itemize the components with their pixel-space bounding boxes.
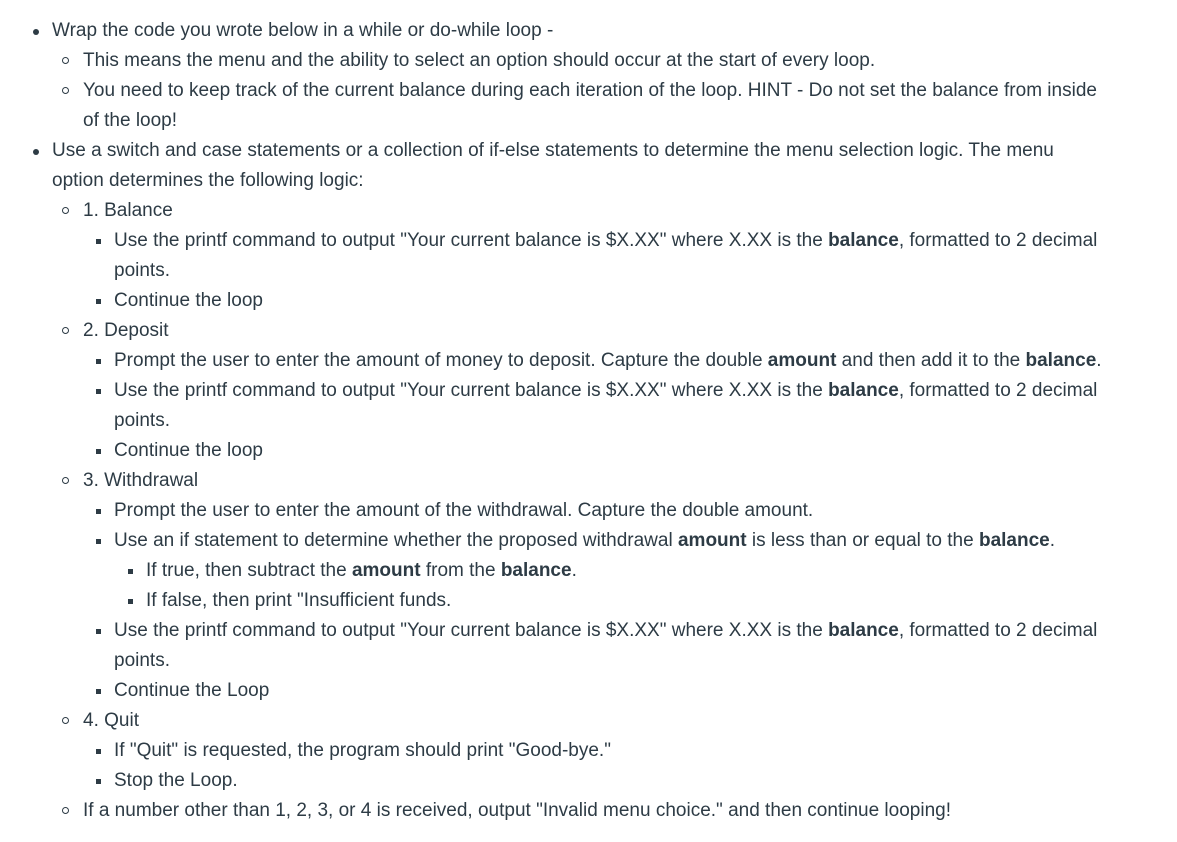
item-text: 1. Balance: [83, 200, 173, 221]
item-text: points.: [114, 260, 170, 281]
item-text: Wrap the code you wrote below in a while or do-while loop -: [52, 20, 554, 41]
circle-bullet: [62, 87, 69, 94]
disc-bullet: [33, 149, 39, 155]
item-text: Continue the loop: [114, 440, 263, 461]
disc-bullet: [33, 29, 39, 35]
item-text: points.: [114, 650, 170, 671]
circle-bullet: [62, 717, 69, 724]
item-text: Use the printf command to output "Your current balance is $X.XX" where X.XX is the balance, formatted to 2 decimal: [114, 230, 1098, 251]
item-text: If true, then subtract the amount from the balance.: [146, 560, 577, 581]
square-bullet: [96, 509, 101, 514]
item-text: Use the printf command to output "Your current balance is $X.XX" where X.XX is the balance, formatted to 2 decimal: [114, 380, 1098, 401]
item-text: of the loop!: [83, 110, 178, 131]
item-text: If "Quit" is requested, the program should print "Good-bye.": [114, 740, 611, 761]
item-text: Continue the Loop: [114, 680, 270, 701]
square-bullet: [96, 539, 101, 544]
item-text: You need to keep track of the current balance during each iteration of the loop. HINT - Do not set the balance from inside: [83, 80, 1097, 101]
circle-bullet: [62, 57, 69, 64]
item-text: Continue the loop: [114, 290, 263, 311]
square-bullet: [96, 239, 101, 244]
item-text: 2. Deposit: [83, 320, 169, 341]
circle-bullet: [62, 327, 69, 334]
item-text: Prompt the user to enter the amount of money to deposit. Capture the double amount and then add it to the balance.: [114, 350, 1102, 371]
square-bullet: [96, 389, 101, 394]
circle-bullet: [62, 477, 69, 484]
square-bullet: [96, 299, 101, 304]
item-text: If a number other than 1, 2, 3, or 4 is received, output "Invalid menu choice." and then continue looping!: [83, 800, 951, 821]
item-text: Use a switch and case statements or a collection of if-else statements to determine the menu selection logic. The menu: [52, 140, 1054, 161]
square-bullet: [96, 629, 101, 634]
square-bullet: [96, 749, 101, 754]
item-text: Use an if statement to determine whether the proposed withdrawal amount is less than or equal to the balance.: [114, 530, 1056, 551]
square-bullet: [128, 569, 133, 574]
item-text: Use the printf command to output "Your current balance is $X.XX" where X.XX is the balance, formatted to 2 decimal: [114, 620, 1098, 641]
item-text: points.: [114, 410, 170, 431]
circle-bullet: [62, 807, 69, 814]
square-bullet: [128, 599, 133, 604]
item-text: Prompt the user to enter the amount of the withdrawal. Capture the double amount.: [114, 500, 814, 521]
item-text: 3. Withdrawal: [83, 470, 199, 491]
item-text: This means the menu and the ability to select an option should occur at the start of every loop.: [83, 50, 876, 71]
circle-bullet: [62, 207, 69, 214]
square-bullet: [96, 779, 101, 784]
square-bullet: [96, 689, 101, 694]
item-text: If false, then print "Insufficient funds.: [146, 590, 452, 611]
item-text: option determines the following logic:: [52, 170, 364, 191]
item-text: 4. Quit: [83, 710, 139, 731]
item-text: Stop the Loop.: [114, 770, 238, 791]
square-bullet: [96, 449, 101, 454]
square-bullet: [96, 359, 101, 364]
